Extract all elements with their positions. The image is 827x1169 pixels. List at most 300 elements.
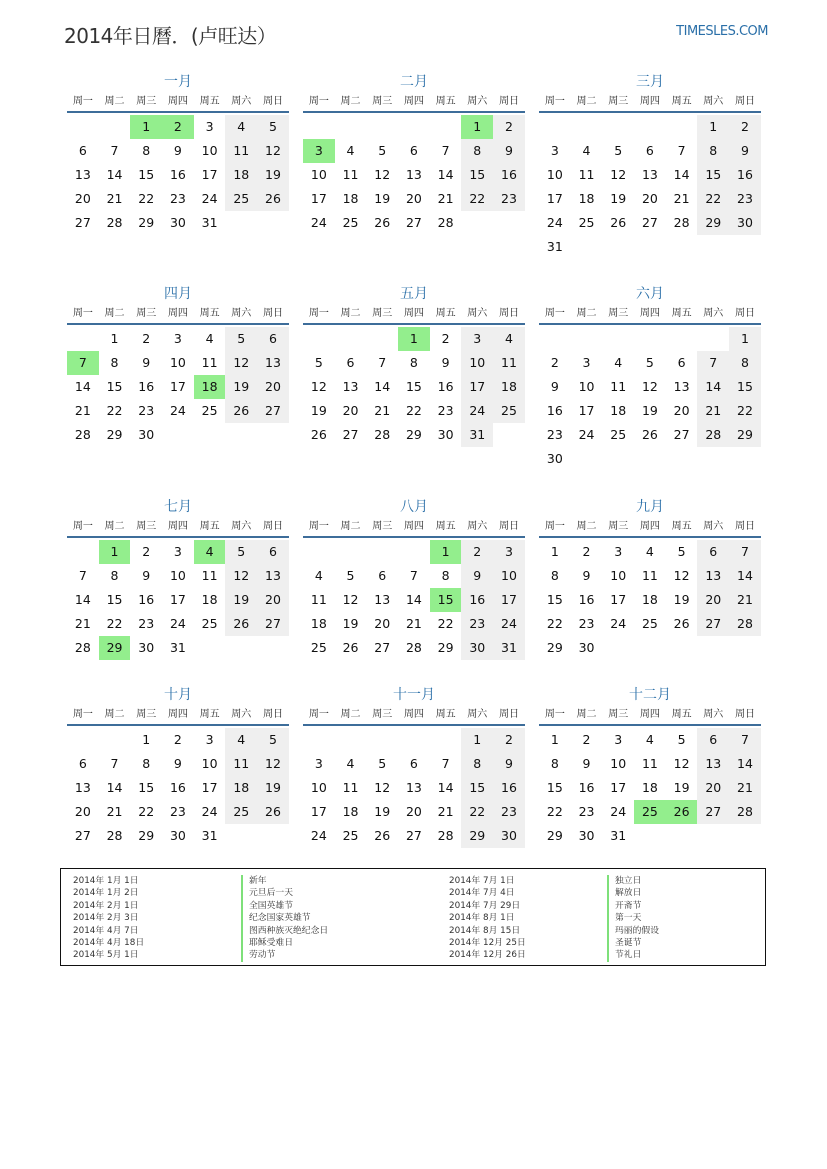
day-cell[interactable]: 21 [106,804,123,819]
day-cell[interactable]: 3 [205,732,214,747]
day-cell[interactable]: 20 [697,776,729,800]
day-cell[interactable]: 5 [677,544,686,559]
day-cell[interactable]: 9 [729,139,761,163]
day-cell[interactable]: 10 [578,379,595,394]
day-cell[interactable]: 28 [405,640,422,655]
day-cell[interactable]: 6 [697,540,729,564]
day-cell[interactable]: 17 [493,588,525,612]
day-cell[interactable]: 9 [173,143,182,158]
day-cell[interactable]: 27 [374,640,391,655]
day-cell[interactable]: 1 [461,728,493,752]
day-cell[interactable]: 29 [138,215,155,230]
holiday-day-cell[interactable]: 25 [634,800,666,824]
day-cell[interactable]: 7 [729,728,761,752]
day-cell[interactable]: 13 [74,780,91,795]
day-cell[interactable]: 21 [729,776,761,800]
day-cell[interactable]: 26 [257,187,289,211]
day-cell[interactable]: 1 [142,732,151,747]
day-cell[interactable]: 5 [314,355,323,370]
day-cell[interactable]: 27 [697,612,729,636]
day-cell[interactable]: 31 [493,636,525,660]
holiday-day-cell[interactable]: 26 [666,800,698,824]
day-cell[interactable]: 28 [106,215,123,230]
day-cell[interactable]: 7 [697,351,729,375]
day-cell[interactable]: 10 [610,756,627,771]
day-cell[interactable]: 24 [578,427,595,442]
day-cell[interactable]: 12 [310,379,327,394]
day-cell[interactable]: 23 [138,403,155,418]
day-cell[interactable]: 5 [378,756,387,771]
day-cell[interactable]: 21 [74,616,91,631]
day-cell[interactable]: 29 [437,640,454,655]
day-cell[interactable]: 29 [138,828,155,843]
day-cell[interactable]: 5 [677,732,686,747]
day-cell[interactable]: 14 [106,780,123,795]
day-cell[interactable]: 1 [550,732,559,747]
day-cell[interactable]: 17 [310,804,327,819]
day-cell[interactable]: 27 [673,427,690,442]
day-cell[interactable]: 11 [225,139,257,163]
day-cell[interactable]: 11 [342,167,359,182]
day-cell[interactable]: 2 [729,115,761,139]
day-cell[interactable]: 8 [110,568,119,583]
holiday-day-cell[interactable]: 29 [99,636,131,660]
day-cell[interactable]: 14 [74,592,91,607]
day-cell[interactable]: 30 [138,427,155,442]
day-cell[interactable]: 17 [201,780,218,795]
day-cell[interactable]: 14 [437,167,454,182]
day-cell[interactable]: 24 [310,828,327,843]
day-cell[interactable]: 12 [610,167,627,182]
day-cell[interactable]: 6 [697,728,729,752]
day-cell[interactable]: 23 [437,403,454,418]
day-cell[interactable]: 3 [582,355,591,370]
day-cell[interactable]: 7 [729,540,761,564]
day-cell[interactable]: 5 [378,143,387,158]
day-cell[interactable]: 6 [409,756,418,771]
day-cell[interactable]: 11 [641,568,658,583]
day-cell[interactable]: 7 [677,143,686,158]
day-cell[interactable]: 28 [729,612,761,636]
day-cell[interactable]: 10 [461,351,493,375]
day-cell[interactable]: 28 [437,215,454,230]
day-cell[interactable]: 13 [405,780,422,795]
day-cell[interactable]: 24 [201,804,218,819]
day-cell[interactable]: 26 [257,800,289,824]
day-cell[interactable]: 20 [673,403,690,418]
day-cell[interactable]: 20 [405,191,422,206]
day-cell[interactable]: 31 [461,423,493,447]
day-cell[interactable]: 3 [550,143,559,158]
day-cell[interactable]: 15 [546,780,563,795]
day-cell[interactable]: 12 [374,167,391,182]
day-cell[interactable]: 28 [74,640,91,655]
day-cell[interactable]: 17 [546,191,563,206]
day-cell[interactable]: 18 [201,592,218,607]
day-cell[interactable]: 25 [578,215,595,230]
day-cell[interactable]: 9 [142,568,151,583]
day-cell[interactable]: 9 [582,756,591,771]
day-cell[interactable]: 16 [578,592,595,607]
day-cell[interactable]: 29 [546,640,563,655]
day-cell[interactable]: 23 [461,612,493,636]
day-cell[interactable]: 27 [641,215,658,230]
day-cell[interactable]: 11 [342,780,359,795]
day-cell[interactable]: 19 [610,191,627,206]
day-cell[interactable]: 7 [78,568,87,583]
day-cell[interactable]: 12 [257,139,289,163]
day-cell[interactable]: 17 [578,403,595,418]
day-cell[interactable]: 16 [546,403,563,418]
day-cell[interactable]: 28 [729,800,761,824]
day-cell[interactable]: 10 [310,167,327,182]
day-cell[interactable]: 16 [461,588,493,612]
day-cell[interactable]: 5 [225,540,257,564]
day-cell[interactable]: 13 [641,167,658,182]
day-cell[interactable]: 17 [169,379,186,394]
day-cell[interactable]: 18 [310,616,327,631]
day-cell[interactable]: 16 [437,379,454,394]
day-cell[interactable]: 19 [342,616,359,631]
day-cell[interactable]: 4 [582,143,591,158]
day-cell[interactable]: 25 [342,215,359,230]
day-cell[interactable]: 1 [110,331,119,346]
day-cell[interactable]: 28 [673,215,690,230]
holiday-day-cell[interactable]: 7 [67,351,99,375]
day-cell[interactable]: 19 [257,776,289,800]
holiday-day-cell[interactable]: 1 [398,327,430,351]
day-cell[interactable]: 22 [405,403,422,418]
day-cell[interactable]: 14 [729,564,761,588]
day-cell[interactable]: 7 [441,143,450,158]
day-cell[interactable]: 7 [110,756,119,771]
day-cell[interactable]: 12 [225,351,257,375]
day-cell[interactable]: 12 [342,592,359,607]
day-cell[interactable]: 10 [201,756,218,771]
day-cell[interactable]: 18 [610,403,627,418]
day-cell[interactable]: 7 [378,355,387,370]
day-cell[interactable]: 20 [697,588,729,612]
day-cell[interactable]: 18 [641,780,658,795]
day-cell[interactable]: 16 [169,167,186,182]
day-cell[interactable]: 19 [310,403,327,418]
day-cell[interactable]: 2 [493,115,525,139]
day-cell[interactable]: 22 [138,804,155,819]
day-cell[interactable]: 30 [578,828,595,843]
day-cell[interactable]: 6 [78,143,87,158]
holiday-day-cell[interactable]: 1 [130,115,162,139]
day-cell[interactable]: 19 [641,403,658,418]
day-cell[interactable]: 19 [374,804,391,819]
day-cell[interactable]: 8 [142,756,151,771]
day-cell[interactable]: 10 [610,568,627,583]
day-cell[interactable]: 27 [697,800,729,824]
day-cell[interactable]: 30 [493,824,525,848]
day-cell[interactable]: 23 [578,804,595,819]
holiday-day-cell[interactable]: 18 [194,375,226,399]
day-cell[interactable]: 7 [110,143,119,158]
day-cell[interactable]: 18 [342,804,359,819]
day-cell[interactable]: 22 [461,800,493,824]
day-cell[interactable]: 19 [673,592,690,607]
day-cell[interactable]: 24 [169,616,186,631]
day-cell[interactable]: 8 [550,756,559,771]
day-cell[interactable]: 13 [342,379,359,394]
day-cell[interactable]: 27 [257,612,289,636]
holiday-day-cell[interactable]: 1 [461,115,493,139]
day-cell[interactable]: 19 [257,163,289,187]
holiday-day-cell[interactable]: 1 [430,540,462,564]
day-cell[interactable]: 30 [578,640,595,655]
day-cell[interactable]: 24 [610,616,627,631]
day-cell[interactable]: 20 [374,616,391,631]
day-cell[interactable]: 31 [201,828,218,843]
day-cell[interactable]: 18 [342,191,359,206]
day-cell[interactable]: 30 [437,427,454,442]
day-cell[interactable]: 25 [225,187,257,211]
day-cell[interactable]: 25 [225,800,257,824]
day-cell[interactable]: 15 [138,167,155,182]
day-cell[interactable]: 22 [546,616,563,631]
holiday-day-cell[interactable]: 3 [303,139,335,163]
day-cell[interactable]: 2 [582,732,591,747]
day-cell[interactable]: 23 [493,187,525,211]
day-cell[interactable]: 7 [409,568,418,583]
day-cell[interactable]: 16 [493,776,525,800]
day-cell[interactable]: 22 [697,187,729,211]
day-cell[interactable]: 10 [493,564,525,588]
day-cell[interactable]: 17 [610,592,627,607]
day-cell[interactable]: 23 [138,616,155,631]
day-cell[interactable]: 24 [546,215,563,230]
day-cell[interactable]: 15 [106,379,123,394]
day-cell[interactable]: 9 [461,564,493,588]
day-cell[interactable]: 9 [173,756,182,771]
day-cell[interactable]: 28 [437,828,454,843]
day-cell[interactable]: 21 [673,191,690,206]
day-cell[interactable]: 16 [729,163,761,187]
day-cell[interactable]: 4 [346,756,355,771]
day-cell[interactable]: 21 [405,616,422,631]
day-cell[interactable]: 14 [673,167,690,182]
day-cell[interactable]: 24 [493,612,525,636]
day-cell[interactable]: 9 [142,355,151,370]
day-cell[interactable]: 4 [205,331,214,346]
day-cell[interactable]: 8 [441,568,450,583]
day-cell[interactable]: 16 [138,592,155,607]
day-cell[interactable]: 29 [697,211,729,235]
holiday-day-cell[interactable]: 1 [99,540,131,564]
day-cell[interactable]: 21 [374,403,391,418]
day-cell[interactable]: 15 [106,592,123,607]
day-cell[interactable]: 10 [546,167,563,182]
holiday-day-cell[interactable]: 15 [430,588,462,612]
day-cell[interactable]: 16 [138,379,155,394]
day-cell[interactable]: 3 [173,544,182,559]
day-cell[interactable]: 12 [225,564,257,588]
day-cell[interactable]: 22 [106,616,123,631]
day-cell[interactable]: 8 [461,752,493,776]
day-cell[interactable]: 15 [405,379,422,394]
day-cell[interactable]: 26 [610,215,627,230]
day-cell[interactable]: 14 [697,375,729,399]
day-cell[interactable]: 11 [225,752,257,776]
day-cell[interactable]: 26 [225,612,257,636]
day-cell[interactable]: 7 [441,756,450,771]
day-cell[interactable]: 3 [205,119,214,134]
day-cell[interactable]: 3 [614,544,623,559]
day-cell[interactable]: 5 [346,568,355,583]
day-cell[interactable]: 26 [673,616,690,631]
day-cell[interactable]: 6 [645,143,654,158]
day-cell[interactable]: 10 [310,780,327,795]
day-cell[interactable]: 4 [645,544,654,559]
day-cell[interactable]: 6 [257,327,289,351]
day-cell[interactable]: 24 [310,215,327,230]
day-cell[interactable]: 2 [441,331,450,346]
day-cell[interactable]: 20 [405,804,422,819]
day-cell[interactable]: 2 [173,732,182,747]
day-cell[interactable]: 10 [201,143,218,158]
day-cell[interactable]: 10 [169,568,186,583]
day-cell[interactable]: 5 [257,728,289,752]
day-cell[interactable]: 30 [461,636,493,660]
day-cell[interactable]: 22 [729,399,761,423]
day-cell[interactable]: 20 [257,375,289,399]
day-cell[interactable]: 25 [493,399,525,423]
day-cell[interactable]: 27 [74,215,91,230]
day-cell[interactable]: 6 [78,756,87,771]
day-cell[interactable]: 3 [461,327,493,351]
day-cell[interactable]: 31 [546,239,563,254]
day-cell[interactable]: 27 [257,399,289,423]
day-cell[interactable]: 11 [201,355,218,370]
site-logo-text[interactable]: TIMESLES.COM [676,24,768,39]
day-cell[interactable]: 30 [169,828,186,843]
day-cell[interactable]: 14 [729,752,761,776]
day-cell[interactable]: 12 [673,756,690,771]
day-cell[interactable]: 23 [578,616,595,631]
day-cell[interactable]: 31 [201,215,218,230]
day-cell[interactable]: 22 [106,403,123,418]
day-cell[interactable]: 13 [697,752,729,776]
day-cell[interactable]: 13 [697,564,729,588]
day-cell[interactable]: 17 [310,191,327,206]
day-cell[interactable]: 5 [225,327,257,351]
day-cell[interactable]: 25 [342,828,359,843]
day-cell[interactable]: 8 [550,568,559,583]
day-cell[interactable]: 22 [546,804,563,819]
day-cell[interactable]: 5 [257,115,289,139]
day-cell[interactable]: 14 [106,167,123,182]
day-cell[interactable]: 21 [697,399,729,423]
day-cell[interactable]: 24 [610,804,627,819]
day-cell[interactable]: 3 [614,732,623,747]
day-cell[interactable]: 4 [314,568,323,583]
day-cell[interactable]: 11 [610,379,627,394]
day-cell[interactable]: 15 [461,163,493,187]
day-cell[interactable]: 6 [677,355,686,370]
day-cell[interactable]: 28 [106,828,123,843]
day-cell[interactable]: 30 [729,211,761,235]
day-cell[interactable]: 1 [729,327,761,351]
day-cell[interactable]: 8 [409,355,418,370]
day-cell[interactable]: 29 [106,427,123,442]
day-cell[interactable]: 1 [550,544,559,559]
day-cell[interactable]: 8 [110,355,119,370]
day-cell[interactable]: 11 [201,568,218,583]
day-cell[interactable]: 30 [546,451,563,466]
day-cell[interactable]: 19 [225,588,257,612]
day-cell[interactable]: 31 [169,640,186,655]
day-cell[interactable]: 14 [374,379,391,394]
day-cell[interactable]: 11 [310,592,327,607]
day-cell[interactable]: 9 [493,752,525,776]
day-cell[interactable]: 26 [225,399,257,423]
day-cell[interactable]: 8 [697,139,729,163]
day-cell[interactable]: 2 [550,355,559,370]
day-cell[interactable]: 28 [374,427,391,442]
day-cell[interactable]: 26 [342,640,359,655]
day-cell[interactable]: 15 [546,592,563,607]
day-cell[interactable]: 29 [405,427,422,442]
day-cell[interactable]: 11 [641,756,658,771]
day-cell[interactable]: 18 [641,592,658,607]
day-cell[interactable]: 3 [173,331,182,346]
day-cell[interactable]: 19 [225,375,257,399]
day-cell[interactable]: 25 [310,640,327,655]
day-cell[interactable]: 6 [346,355,355,370]
day-cell[interactable]: 16 [493,163,525,187]
day-cell[interactable]: 21 [74,403,91,418]
day-cell[interactable]: 2 [461,540,493,564]
day-cell[interactable]: 6 [378,568,387,583]
day-cell[interactable]: 19 [374,191,391,206]
day-cell[interactable]: 13 [257,351,289,375]
day-cell[interactable]: 16 [578,780,595,795]
day-cell[interactable]: 13 [405,167,422,182]
day-cell[interactable]: 26 [374,215,391,230]
day-cell[interactable]: 6 [257,540,289,564]
day-cell[interactable]: 18 [225,776,257,800]
day-cell[interactable]: 9 [493,139,525,163]
day-cell[interactable]: 22 [138,191,155,206]
day-cell[interactable]: 23 [493,800,525,824]
day-cell[interactable]: 17 [201,167,218,182]
day-cell[interactable]: 24 [461,399,493,423]
day-cell[interactable]: 26 [374,828,391,843]
day-cell[interactable]: 28 [697,423,729,447]
day-cell[interactable]: 26 [641,427,658,442]
day-cell[interactable]: 9 [441,355,450,370]
day-cell[interactable]: 13 [257,564,289,588]
day-cell[interactable]: 17 [461,375,493,399]
day-cell[interactable]: 23 [169,804,186,819]
holiday-day-cell[interactable]: 4 [194,540,226,564]
day-cell[interactable]: 28 [74,427,91,442]
day-cell[interactable]: 23 [729,187,761,211]
day-cell[interactable]: 20 [641,191,658,206]
day-cell[interactable]: 18 [493,375,525,399]
day-cell[interactable]: 29 [546,828,563,843]
day-cell[interactable]: 25 [610,427,627,442]
day-cell[interactable]: 25 [201,403,218,418]
day-cell[interactable]: 18 [225,163,257,187]
day-cell[interactable]: 9 [582,568,591,583]
day-cell[interactable]: 24 [201,191,218,206]
day-cell[interactable]: 14 [405,592,422,607]
day-cell[interactable]: 10 [169,355,186,370]
